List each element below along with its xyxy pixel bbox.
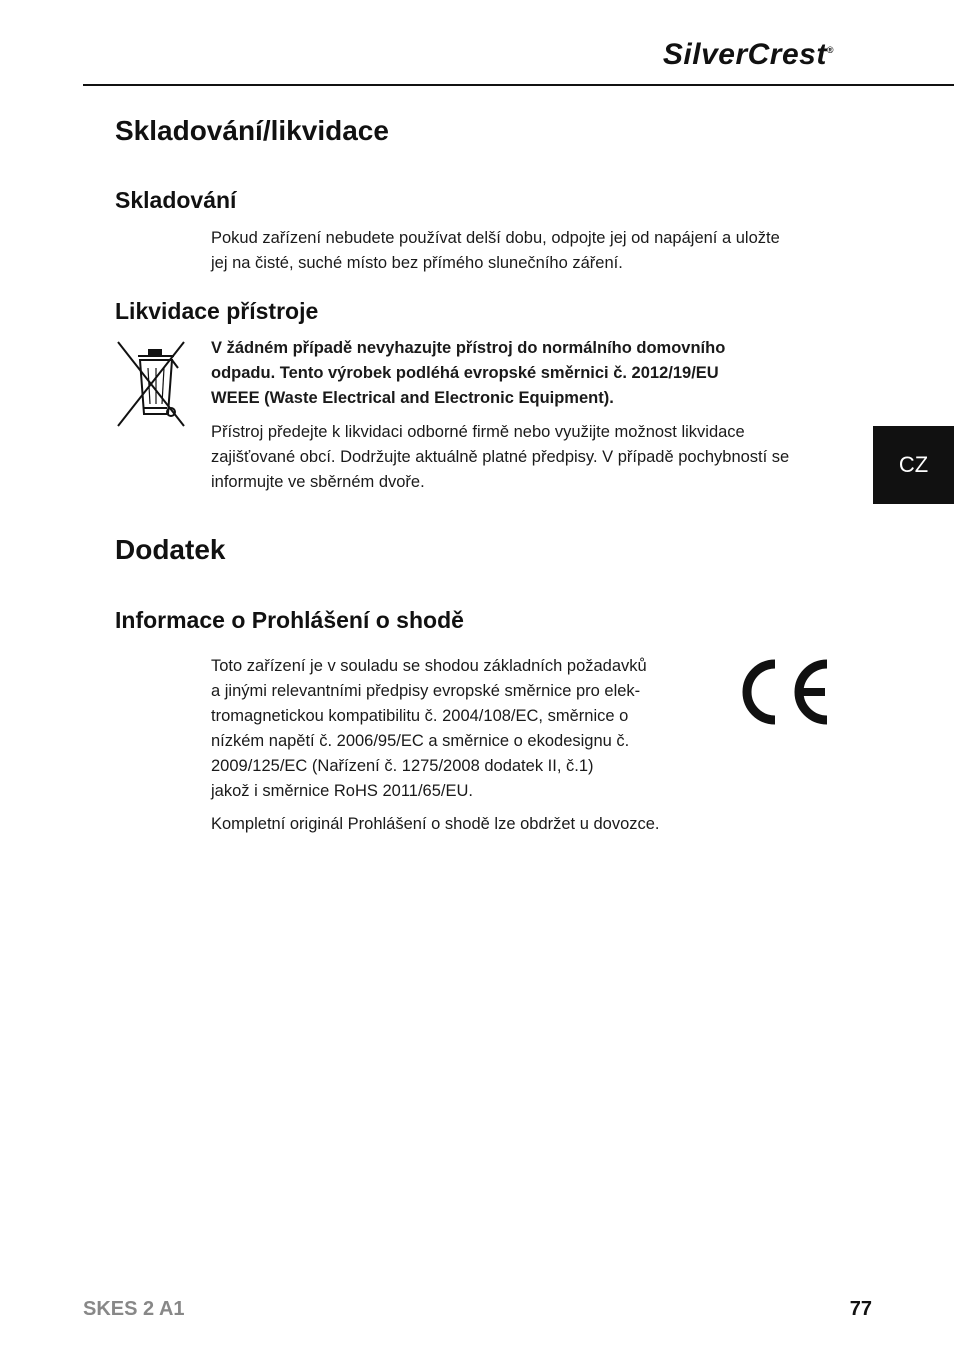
language-tab [873, 426, 954, 504]
text-line: zajišťované obcí. Dodržujte aktuálně platné předpisy. V případě pochybností se [211, 448, 790, 466]
header-divider [83, 84, 954, 86]
text-line: WEEE (Waste Electrical and Electronic Equipment). [211, 389, 614, 407]
disposal-paragraph [211, 420, 789, 495]
text-line: Toto zařízení je v souladu se shodou základních požadavků [211, 657, 647, 675]
section-title-appendix: Dodatek [115, 534, 226, 565]
ce-mark-icon [733, 656, 831, 728]
text-line: nízkém napětí č. 2006/95/EC a směrnice o ekodesignu č. [211, 732, 630, 750]
footer-page-number: 77 [849, 1298, 872, 1320]
brand-logo [663, 38, 834, 72]
text-line: informujte ve sběrném dvoře. [211, 473, 425, 491]
heading-disposal: Likvidace přístroje [115, 298, 319, 324]
footer-model-number: SKES 2 A1 [83, 1298, 185, 1320]
conformity-note: Kompletní originál Prohlášení o shodě lze obdržet u dovozce. [211, 815, 660, 833]
registered-mark: ® [826, 45, 834, 55]
text-line: V žádném případě nevyhazujte přístroj do normálního domovního [211, 339, 726, 357]
crossed-out-wheelie-bin-icon [116, 340, 186, 428]
brand-name: SilverCrest [662, 38, 827, 71]
conformity-paragraph [211, 654, 647, 804]
heading-storage: Skladování [115, 187, 237, 213]
section-title-storage-disposal: Skladování/likvidace [115, 115, 389, 146]
text-line: jej na čisté, suché místo bez přímého slunečního záření. [211, 254, 623, 272]
text-line: 2009/125/EC (Nařízení č. 1275/2008 dodatek II, č.1) [211, 757, 594, 775]
text-line: Přístroj předejte k likvidaci odborné firmě nebo využijte možnost likvidace [211, 423, 745, 441]
text-line: jakož i směrnice RoHS 2011/65/EU. [211, 782, 473, 800]
text-line: odpadu. Tento výrobek podléhá evropské směrnici č. 2012/19/EU [211, 364, 719, 382]
storage-paragraph [211, 226, 780, 276]
text-line: Pokud zařízení nebudete používat delší dobu, odpojte jej od napájení a uložte [211, 229, 780, 247]
heading-conformity: Informace o Prohlášení o shodě [115, 607, 464, 633]
text-line: tromagnetickou kompatibilitu č. 2004/108/EC, směrnice o [211, 707, 629, 725]
language-tab-label: CZ [898, 452, 929, 477]
disposal-warning [211, 336, 725, 411]
text-line: a jinými relevantními předpisy evropské směrnice pro elek- [211, 682, 641, 700]
